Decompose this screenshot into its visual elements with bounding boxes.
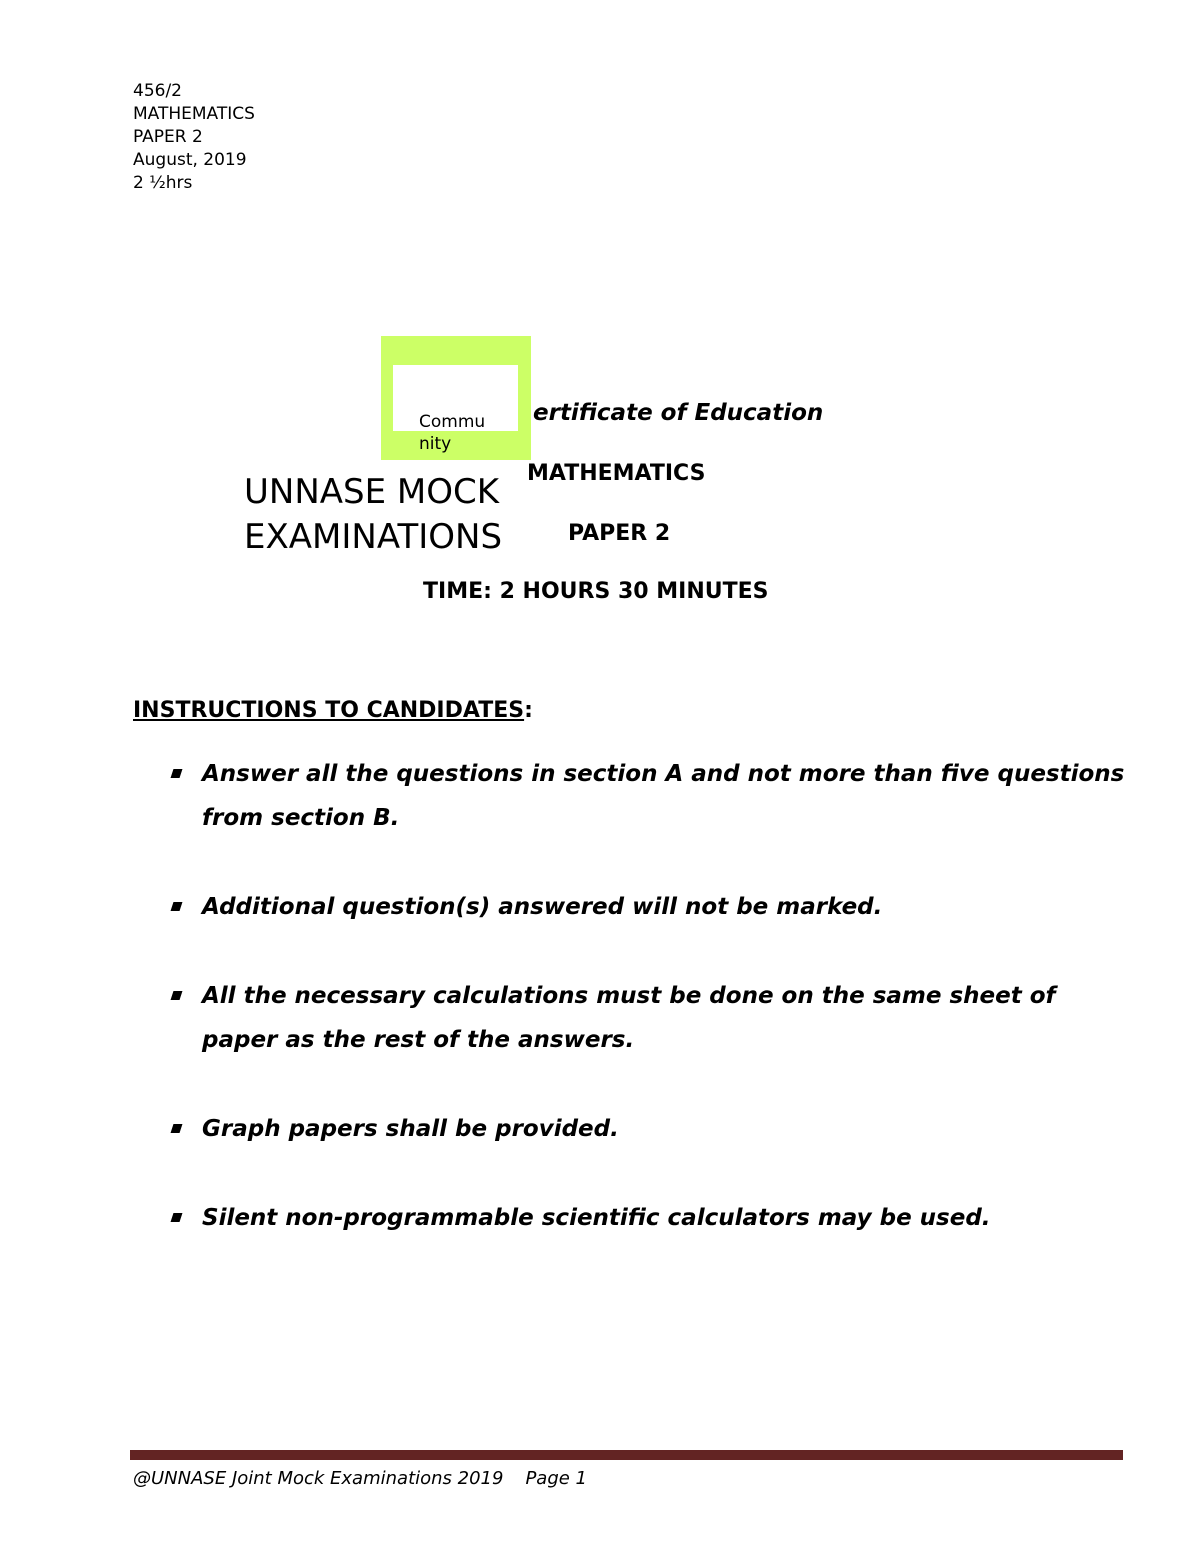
paper-number: PAPER 2 <box>133 127 203 147</box>
instruction-item <box>170 885 1130 929</box>
footer-text: @UNNASE Joint Mock Examinations 2019 <box>133 1468 504 1489</box>
paper-metadata <box>133 80 255 195</box>
instruction-text: All the necessary calculations must be done on the same sheet of paper as the rest of the answers. <box>202 983 1056 1053</box>
instructions-heading-text: INSTRUCTIONS TO CANDIDATES <box>133 698 525 723</box>
instruction-text: Answer all the questions in section A and not more than five questions from section B. <box>202 761 1125 831</box>
certificate-line: ertificate of Education <box>533 400 824 426</box>
logo-text <box>419 411 519 455</box>
square-bullet-icon <box>171 1213 183 1222</box>
square-bullet-icon <box>171 1124 183 1133</box>
square-bullet-icon <box>171 769 183 778</box>
time-allowed: TIME: 2 HOURS 30 MINUTES <box>423 579 769 604</box>
footer-rule <box>130 1450 1123 1460</box>
paper-code: 456/2 <box>133 81 182 101</box>
paper-title: PAPER 2 <box>568 521 671 546</box>
exam-title-line-2: EXAMINATIONS <box>244 517 503 557</box>
square-bullet-icon <box>171 902 183 911</box>
instruction-text: Additional question(s) answered will not be marked. <box>202 894 883 920</box>
square-bullet-icon <box>171 991 183 1000</box>
instruction-text: Graph papers shall be provided. <box>202 1116 619 1142</box>
exam-title-line-1: UNNASE MOCK <box>244 472 500 512</box>
community-logo <box>381 336 531 460</box>
paper-subject: MATHEMATICS <box>133 104 255 124</box>
instruction-item <box>170 1196 1130 1240</box>
paper-date: August, 2019 <box>133 150 247 170</box>
instruction-item <box>170 752 1130 840</box>
paper-duration: 2 ½hrs <box>133 173 193 193</box>
page-number: Page 1 <box>525 1468 588 1489</box>
instructions-list <box>170 752 1130 1285</box>
instruction-text: Silent non-programmable scientific calculators may be used. <box>202 1205 991 1231</box>
subject-title: MATHEMATICS <box>527 461 706 486</box>
instruction-item <box>170 1107 1130 1151</box>
instructions-heading-colon: : <box>524 698 533 723</box>
instructions-heading <box>133 698 533 723</box>
footer <box>133 1468 587 1489</box>
instruction-item <box>170 974 1130 1062</box>
exam-title <box>244 470 502 560</box>
logo-text-line-2: nity <box>419 434 452 454</box>
logo-text-line-1: Commu <box>419 412 486 432</box>
